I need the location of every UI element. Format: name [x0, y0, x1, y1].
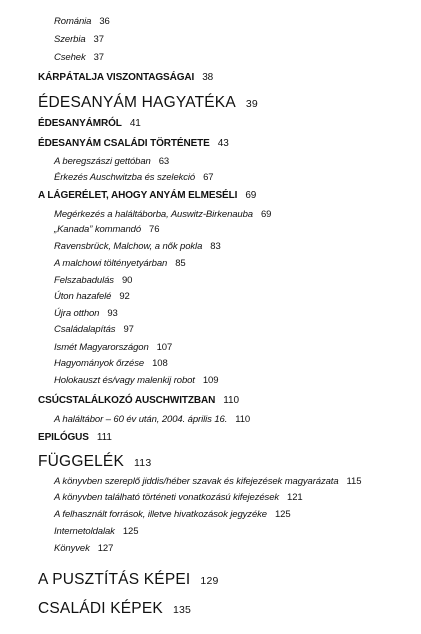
toc-entry-romania	[54, 17, 110, 27]
toc-entry-ravensbruck	[54, 242, 221, 252]
toc-entry-kanada	[54, 225, 159, 235]
entry-page: 63	[158, 156, 170, 167]
entry-page: 37	[93, 52, 104, 63]
entry-page: 83	[210, 241, 221, 252]
entry-title: FÜGGELÉK	[38, 453, 125, 470]
toc-entry-ujra-otthon	[54, 309, 118, 319]
toc-entry-lagerelet	[38, 191, 256, 201]
toc-entry-holokauszt	[54, 376, 218, 386]
entry-page: 39	[245, 98, 258, 110]
entry-page: 90	[121, 275, 133, 286]
toc-entry-halaltabor	[54, 415, 250, 425]
toc-entry-karpatalja	[38, 73, 213, 83]
entry-page: 43	[217, 138, 229, 149]
toc-entry-gettoban	[54, 157, 169, 167]
entry-page: 67	[203, 172, 214, 183]
toc-entry-uton-hazafele	[54, 292, 130, 302]
entry-title: CSÚCSTALÁLKOZÓ AUSCHWITZBAN	[38, 395, 216, 406]
entry-page: 108	[152, 358, 168, 369]
entry-title: Úton hazafelé	[54, 291, 112, 302]
toc-entry-torteneti-kifejezesek	[54, 493, 303, 503]
entry-title: ÉDESANYÁM CSALÁDI TÖRTÉNETE	[38, 138, 210, 149]
entry-page: 135	[172, 604, 192, 616]
entry-title: CSALÁDI KÉPEK	[38, 600, 163, 617]
toc-entry-malchowi	[54, 259, 186, 269]
entry-title: Holokauszt és/vagy malenkij robot	[54, 375, 195, 386]
entry-title: ÉDESANYÁM HAGYATÉKA	[38, 94, 236, 111]
entry-page: 107	[156, 342, 173, 353]
toc-entry-konyvek	[54, 544, 113, 554]
entry-page: 76	[149, 224, 160, 235]
toc-entry-hagyomanyok	[54, 359, 168, 369]
entry-title: Románia	[54, 16, 92, 27]
entry-title: KÁRPÁTALJA VISZONTAGSÁGAI	[38, 72, 195, 83]
toc-entry-jiddis-szavak	[54, 477, 361, 487]
entry-page: 36	[99, 16, 110, 27]
entry-page: 93	[107, 308, 118, 319]
entry-title: A felhasznált források, illetve hivatkozások jegyzéke	[54, 509, 267, 520]
entry-title: Ismét Magyarországon	[54, 342, 149, 353]
toc-entry-forrasok	[54, 510, 291, 520]
entry-title: Csehek	[54, 52, 86, 63]
toc-entry-csehek	[54, 53, 104, 63]
entry-title: A malchowi töltényetyárban	[54, 258, 168, 269]
entry-page: 110	[223, 395, 239, 406]
toc-part-csaladi-kepek	[38, 601, 191, 617]
entry-page: 92	[119, 291, 130, 302]
entry-title: Felszabadulás	[54, 275, 114, 286]
entry-page: 69	[260, 209, 272, 220]
toc-entry-megerkezes	[54, 210, 271, 220]
entry-title: EPILÓGUS	[38, 432, 89, 443]
entry-page: 125	[274, 509, 291, 520]
toc-part-fuggelek	[38, 454, 151, 470]
entry-title: A haláltábor – 60 év után, 2004. április 16.	[54, 414, 228, 425]
toc-entry-edesanyamrol	[38, 119, 141, 129]
entry-page: 109	[202, 375, 219, 386]
entry-title: ÉDESANYÁMRÓL	[38, 118, 122, 129]
toc-entry-szerbia	[54, 35, 104, 45]
entry-page: 37	[93, 34, 104, 45]
toc-entry-csucstalalkozo	[38, 396, 239, 406]
entry-title: A beregszászi gettóban	[54, 156, 151, 167]
entry-page: 125	[122, 526, 139, 537]
toc-entry-csaladalapitas	[54, 325, 134, 335]
toc-entry-epilogus	[38, 433, 112, 443]
entry-title: Szerbia	[54, 34, 86, 45]
toc-part-pusztitas-kepei	[38, 572, 219, 588]
entry-page: 129	[200, 575, 219, 587]
entry-title: Hagyományok őrzése	[54, 358, 145, 369]
entry-page: 113	[134, 457, 152, 469]
entry-title: Családalapítás	[54, 324, 116, 335]
toc-entry-felszabadulas	[54, 276, 132, 286]
toc-entry-csaladi-tortenete	[38, 139, 229, 149]
entry-title: Könyvek	[54, 543, 90, 554]
entry-title: A LÁGERÉLET, AHOGY ANYÁM ELMESÉLI	[38, 190, 238, 201]
entry-title: A könyvben szereplő jiddis/héber szavak és kifejezések magyarázata	[54, 476, 339, 487]
entry-page: 69	[245, 190, 257, 201]
entry-page: 38	[202, 72, 214, 83]
entry-title: Ravensbrück, Malchow, a nők pokla	[54, 241, 203, 252]
entry-page: 111	[96, 432, 112, 443]
entry-page: 121	[287, 492, 303, 503]
entry-title: A PUSZTÍTÁS KÉPEI	[38, 571, 191, 588]
entry-page: 97	[123, 324, 134, 335]
entry-title: Megérkezés a haláltáborba, Auswitz-Birkenauba	[54, 209, 253, 220]
toc-entry-erkezes	[54, 173, 214, 183]
entry-title: Internetoldalak	[54, 526, 115, 537]
entry-title: Érkezés Auschwitzba és szelekció	[54, 172, 196, 183]
entry-title: A könyvben található történeti vonatkozású kifejezések	[54, 492, 280, 503]
entry-page: 85	[175, 258, 186, 269]
toc-entry-internetoldalak	[54, 527, 138, 537]
entry-page: 41	[129, 118, 141, 129]
toc-part-edesanyam-hagyateka	[38, 95, 258, 111]
entry-title: „Kanada” kommandó	[54, 224, 142, 235]
entry-page: 115	[346, 476, 362, 487]
entry-page: 110	[235, 414, 251, 425]
entry-page: 127	[97, 543, 114, 554]
entry-title: Újra otthon	[54, 308, 100, 319]
toc-entry-ismet-magyarorszagon	[54, 343, 172, 353]
